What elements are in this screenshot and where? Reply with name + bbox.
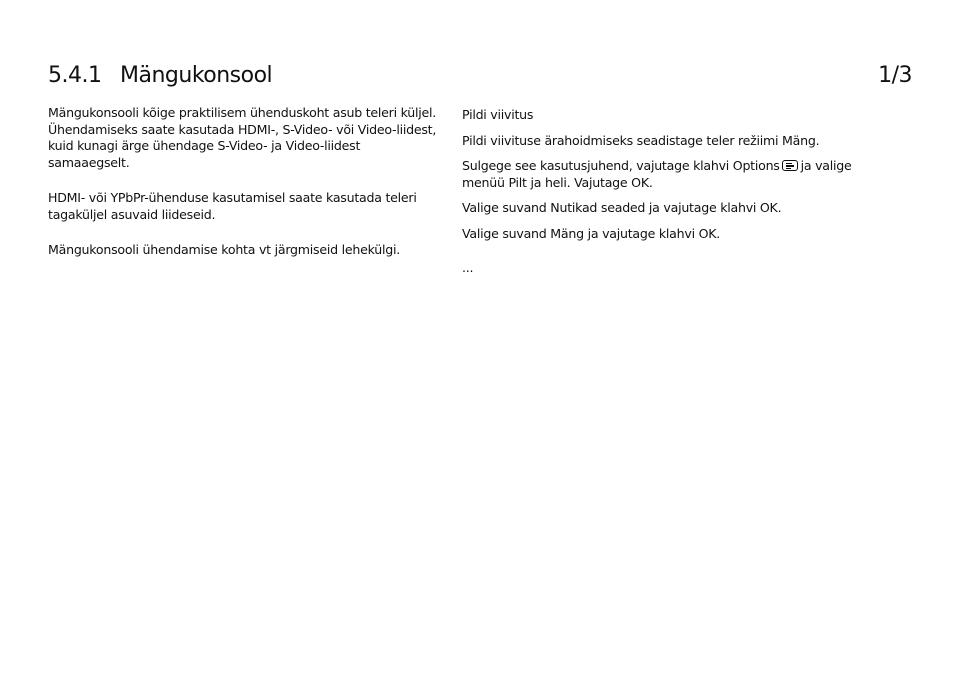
hdmi-paragraph: HDMI- või YPbPr-ühenduse kasutamisel saate kasutada teleri tagaküljel asuvaid liideseid. bbox=[48, 190, 417, 222]
step-close-manual-text-2: ja valige menüü Pilt ja heli. Vajutage OK. bbox=[462, 158, 852, 190]
picture-delay-heading: Pildi viivitus bbox=[462, 107, 534, 122]
step-close-manual-text-1: Sulgege see kasutusjuhend, vajutage klahvi Options bbox=[462, 158, 780, 173]
right-column bbox=[462, 105, 862, 286]
see-next-pages-paragraph: Mängukonsooli ühendamise kohta vt järgmiseid lehekülgi. bbox=[48, 242, 400, 257]
options-menu-icon bbox=[782, 160, 798, 171]
step-game-mode: Pildi viivituse ärahoidmiseks seadistage teler režiimi Mäng. bbox=[462, 132, 820, 148]
step-smart-settings: Valige suvand Nutikad seaded ja vajutage klahvi OK. bbox=[462, 200, 782, 215]
page-indicator: 1/3 bbox=[878, 63, 912, 88]
page-title: Mängukonsool bbox=[120, 63, 273, 88]
continuation-ellipsis: ... bbox=[462, 260, 474, 275]
step-select-game: Valige suvand Mäng ja vajutage klahvi OK. bbox=[462, 225, 720, 241]
step-close-manual bbox=[462, 158, 862, 191]
left-column bbox=[48, 105, 440, 278]
page-header bbox=[48, 62, 912, 92]
intro-paragraph: Mängukonsooli kõige praktilisem ühenduskoht asub teleri küljel. Ühendamiseks saate kasutada HDMI-, S-Video- või Video-liidest, kuid kunagi ärge ühendage S-Video- ja Video-liidest samaaegselt. bbox=[48, 105, 437, 170]
section-number: 5.4.1 bbox=[48, 63, 102, 88]
